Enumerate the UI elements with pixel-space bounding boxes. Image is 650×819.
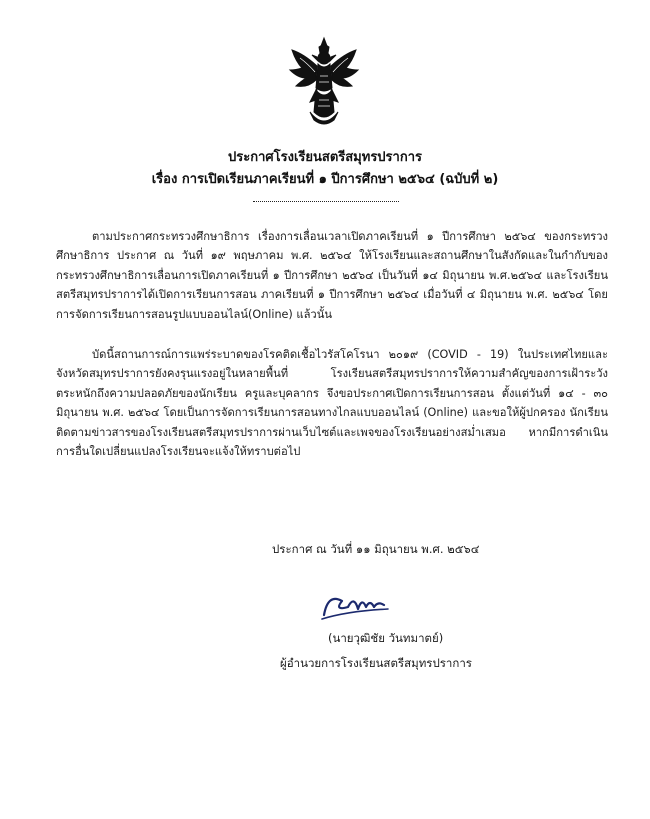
body-paragraph-1: ตามประกาศกระทรวงศึกษาธิการ เรื่องการเลื่อนเวลาเปิดภาคเรียนที่ ๑ ปีการศึกษา ๒๕๖๔ ของกระทรวงศึกษาธิการ ประกาศ ณ วันที่ ๑๙ พฤษภาคม พ.ศ. ๒๕๖๔ ให้โรงเรียนและสถานศึกษาในสังกัดและในกำกับของกระทรวงศึกษาธิการเลื่อนการเปิดภาคเรียนที่ ๑ ปีการศึกษา ๒๕๖๔ เป็นวันที่ ๑๔ มิถุนายน พ.ศ.๒๕๖๔ และโรงเรียนสตรีสมุทรปราการได้เปิดการเรียนการสอน ภาคเรียนที่ ๑ ปีการศึกษา ๒๕๖๔ เมื่อวันที่ ๔ มิถุนายน พ.ศ. ๒๕๖๔ โดยการจัดการเรียนการสอนรูปแบบออนไลน์(Online) แล้วนั้น — [56, 230, 608, 321]
announcement-date: ประกาศ ณ วันที่ ๑๑ มิถุนายน พ.ศ. ๒๕๖๔ — [272, 542, 480, 556]
signer-name: (นายวุฒิชัย วันทมาตย์) — [328, 631, 444, 645]
signature-image — [318, 585, 394, 625]
announcement-subject: เรื่อง การเปิดเรียนภาคเรียนที่ ๑ ปีการศึกษา ๒๕๖๔ (ฉบับที่ ๒) — [151, 172, 499, 187]
signer-position: ผู้อำนวยการโรงเรียนสตรีสมุทรปราการ — [280, 656, 472, 670]
announcement-title: ประกาศโรงเรียนสตรีสมุทรปราการ — [228, 150, 422, 165]
body-paragraph-2: บัดนี้สถานการณ์การแพร่ระบาดของโรคติดเชื้อไวรัสโคโรนา ๒๐๑๙ (COVID - 19) ในประเทศไทยและจังหวัดสมุทรปราการยังคงรุนแรงอยู่ในหลายพื้นที่ โรงเรียนสตรีสมุทรปราการให้ความสำคัญของการเฝ้าระวัง ตระหนักถึงความปลอดภัยของนักเรียน ครูและบุคลากร จึงขอประกาศเปิดการเรียนการสอน ตั้งแต่วันที่ ๑๔ - ๓๐ มิถุนายน พ.ศ. ๒๕๖๔ โดยเป็นการจัดการเรียนการสอนทางไกลแบบออนไลน์ (Online) และขอให้ผู้ปกครอง นักเรียนติดตามข่าวสารของโรงเรียนสตรีสมุทรปราการผ่านเว็บไซต์และเพจของโรงเรียนอย่างสม่ำเสมอ หากมีการดำเนินการอื่นใดเปลี่ยนแปลงโรงเรียนจะแจ้งให้ทราบต่อไป — [56, 348, 608, 459]
dotted-divider — [253, 201, 399, 202]
garuda-emblem-icon — [288, 36, 360, 130]
